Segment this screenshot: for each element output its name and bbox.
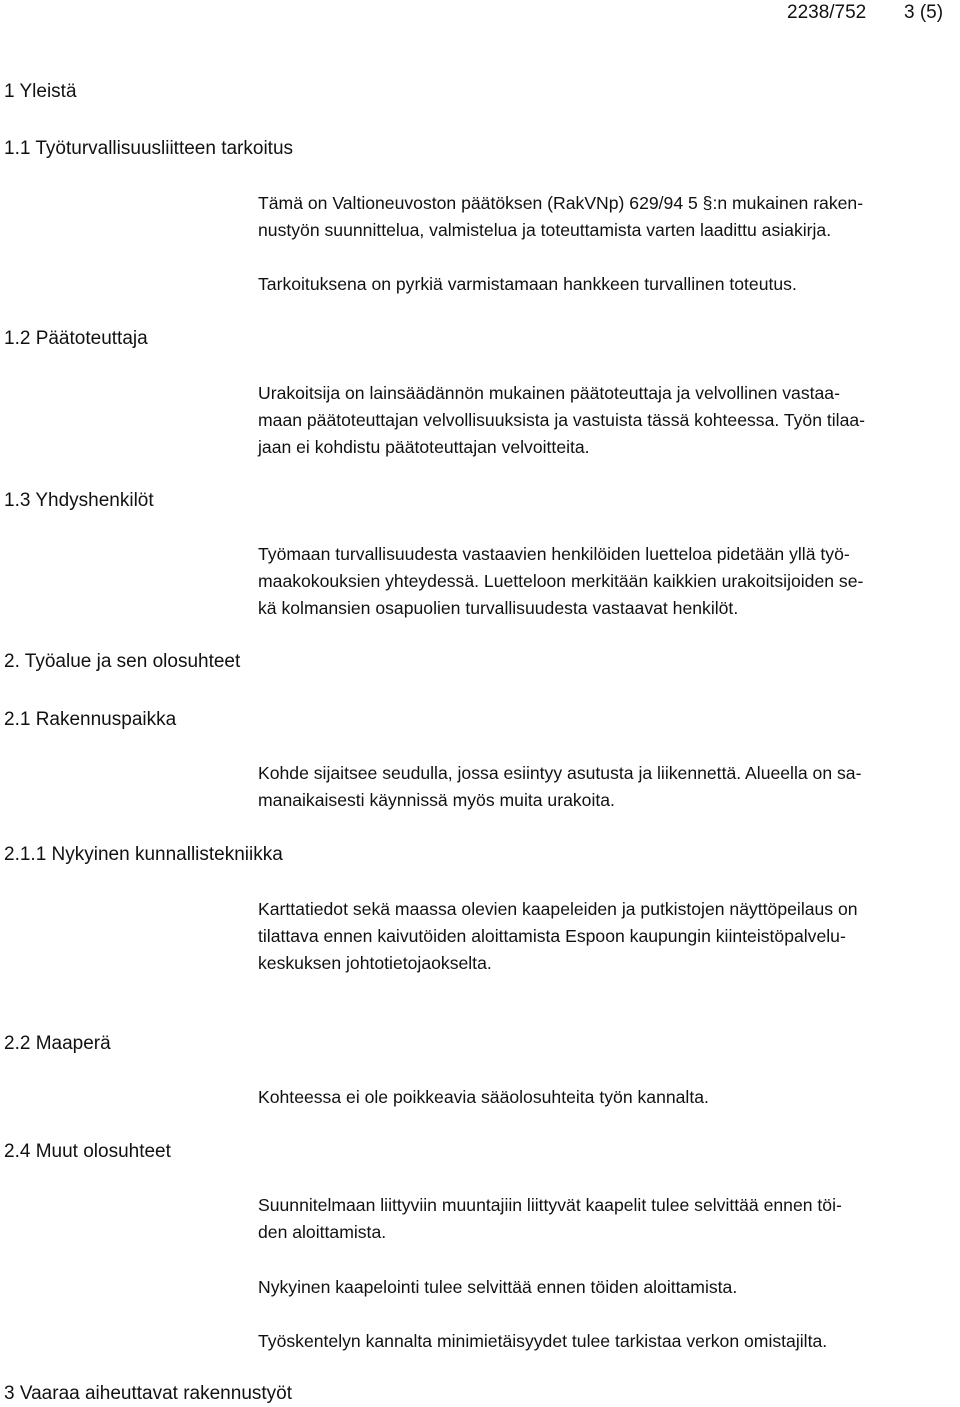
text-line: Tarkoituksena on pyrkiä varmistamaan hankkeen turvallinen toteutus. — [258, 274, 797, 294]
text-line: manaikaisesti käynnissä myös muita urakoita. — [258, 790, 615, 810]
text-line: Urakoitsija on lainsäädännön mukainen päätoteuttaja ja velvollinen vastaa- — [258, 383, 840, 403]
text-line: Työskentelyn kannalta minimietäisyydet tulee tarkistaa verkon omistajilta. — [258, 1331, 828, 1351]
text-line: Suunnitelmaan liittyviin muuntajiin liittyvät kaapelit tulee selvittää ennen töi- — [258, 1195, 842, 1215]
text-line: den aloittamista. — [258, 1222, 387, 1242]
text-line: Kohde sijaitsee seudulla, jossa esiintyy asutusta ja liikennettä. Alueella on sa- — [258, 763, 862, 783]
text-line: jaan ei kohdistu päätoteuttajan velvoitteita. — [258, 437, 590, 457]
text-line: Työmaan turvallisuudesta vastaavien henkilöiden luetteloa pidetään yllä työ- — [258, 544, 850, 564]
heading-1-3-yhdyshenkilot: 1.3 Yhdyshenkilöt — [4, 490, 154, 511]
text-line: Karttatiedot sekä maassa olevien kaapeleiden ja putkistojen näyttöpeilaus on — [258, 899, 858, 919]
paragraph-2-4-c — [258, 1328, 958, 1355]
text-line: maakokouksien yhteydessä. Luetteloon merkitään kaikkien urakoitsijoiden se- — [258, 571, 864, 591]
text-line: Nykyinen kaapelointi tulee selvittää ennen töiden aloittamista. — [258, 1277, 738, 1297]
heading-1-2-paatoteuttaja: 1.2 Päätoteuttaja — [4, 328, 148, 349]
paragraph-1-1-a — [258, 190, 958, 244]
page-number: 3 (5) — [904, 2, 944, 23]
text-line: Tämä on Valtioneuvoston päätöksen (RakVNp) 629/94 5 §:n mukainen raken- — [258, 193, 864, 213]
text-line: nustyön suunnittelua, valmistelua ja toteuttamista varten laadittu asiakirja. — [258, 220, 832, 240]
heading-1-yleista: 1 Yleistä — [4, 81, 77, 102]
text-line: maan päätoteuttajan velvollisuuksista ja vastuista tässä kohteessa. Työn tilaa- — [258, 410, 866, 430]
paragraph-2-1-1 — [258, 896, 958, 977]
heading-2-2-maapera: 2.2 Maaperä — [4, 1033, 111, 1054]
paragraph-2-4-a — [258, 1192, 958, 1246]
paragraph-1-2 — [258, 380, 958, 461]
heading-1-1-tarkoitus: 1.1 Työturvallisuusliitteen tarkoitus — [4, 138, 294, 159]
text-line: tilattava ennen kaivutöiden aloittamista Espoon kaupungin kiinteistöpalvelu- — [258, 926, 846, 946]
heading-2-tyoalue: 2. Työalue ja sen olosuhteet — [4, 651, 241, 672]
heading-3-vaaraa: 3 Vaaraa aiheuttavat rakennustyöt — [4, 1383, 293, 1404]
text-line: kä kolmansien osapuolien turvallisuudesta vastaavat henkilöt. — [258, 598, 739, 618]
paragraph-1-3 — [258, 541, 958, 622]
paragraph-2-2 — [258, 1084, 958, 1111]
paragraph-2-1 — [258, 760, 958, 814]
heading-2-1-rakennuspaikka: 2.1 Rakennuspaikka — [4, 709, 177, 730]
text-line: Kohteessa ei ole poikkeavia sääolosuhteita työn kannalta. — [258, 1087, 709, 1107]
paragraph-1-1-b — [258, 271, 958, 298]
paragraph-2-4-b — [258, 1274, 958, 1301]
text-line: keskuksen johtotietojaokselta. — [258, 953, 492, 973]
heading-2-1-1-kunnallistekniikka: 2.1.1 Nykyinen kunnallistekniikka — [4, 844, 283, 865]
document-number: 2238/752 — [787, 2, 867, 23]
heading-2-4-muut-olosuhteet: 2.4 Muut olosuhteet — [4, 1141, 171, 1162]
